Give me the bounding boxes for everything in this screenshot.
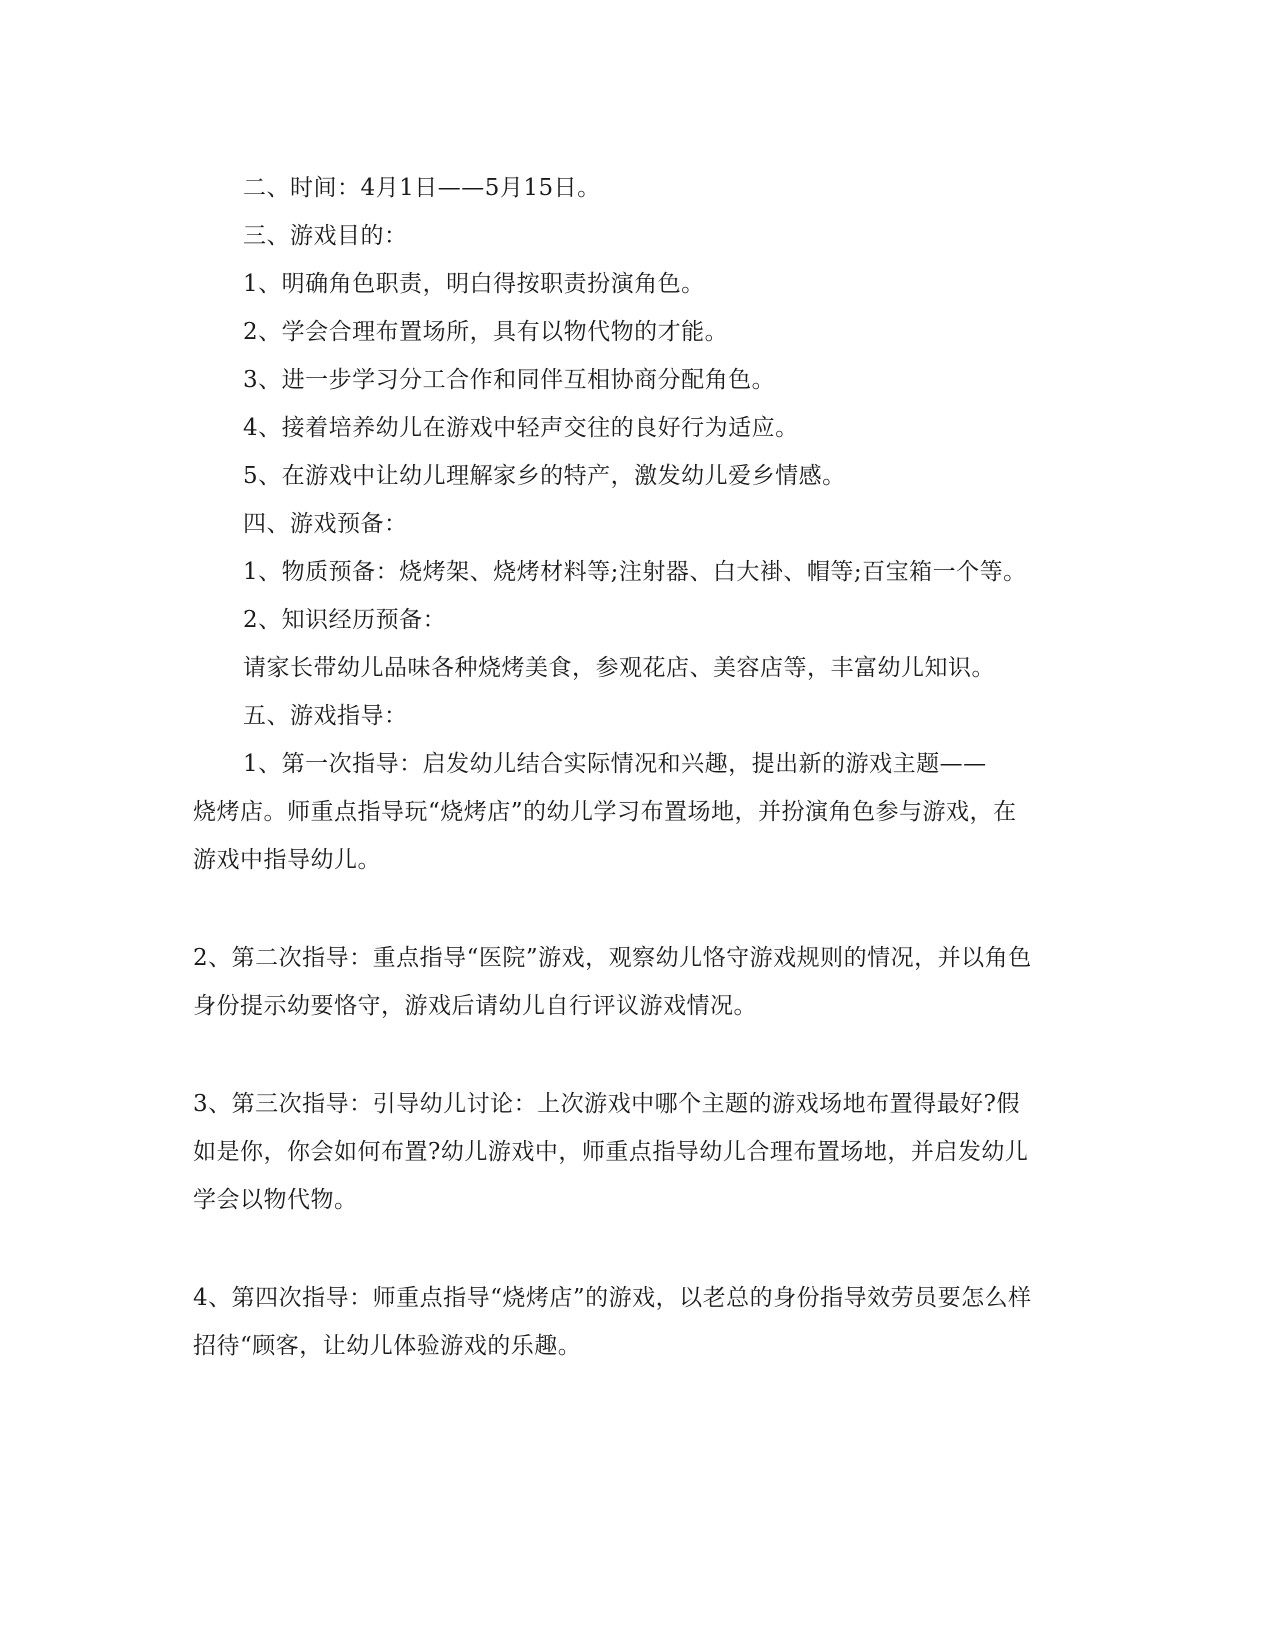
- guidance-3-line-1: 3、第三次指导：引导幼儿讨论：上次游戏中哪个主题的游戏场地布置得最好?假: [193, 1091, 1020, 1117]
- section-preparation-heading: 四、游戏预备：: [243, 511, 408, 537]
- section-goals-heading: 三、游戏目的：: [243, 223, 408, 249]
- guidance-2-line-1: 2、第二次指导：重点指导“医院”游戏，观察幼儿恪守游戏规则的情况，并以角色: [193, 945, 1032, 971]
- guidance-1-line-2: 烧烤店。师重点指导玩“烧烤店”的幼儿学习布置场地，并扮演角色参与游戏，在: [193, 799, 1017, 825]
- guidance-1-line-3: 游戏中指导幼儿。: [193, 847, 381, 873]
- goal-item-2: 2、学会合理布置场所，具有以物代物的才能。: [243, 319, 729, 345]
- section-guidance-heading: 五、游戏指导：: [243, 703, 408, 729]
- guidance-paragraph-4: [193, 1274, 1093, 1370]
- preparation-item-2: 2、知识经历预备：: [243, 607, 447, 633]
- guidance-2-line-2: 身份提示幼要恪守，游戏后请幼儿自行评议游戏情况。: [193, 993, 757, 1019]
- goal-item-3: 3、进一步学习分工合作和同伴互相协商分配角色。: [243, 367, 776, 393]
- guidance-1-line-1: 1、第一次指导：启发幼儿结合实际情况和兴趣，提出新的游戏主题——: [243, 751, 987, 777]
- guidance-3-line-2: 如是你，你会如何布置?幼儿游戏中，师重点指导幼儿合理布置场地，并启发幼儿: [193, 1139, 1029, 1165]
- goal-item-4: 4、接着培养幼儿在游戏中轻声交往的良好行为适应。: [243, 415, 799, 441]
- guidance-4-line-1: 4、第四次指导：师重点指导“烧烤店”的游戏，以老总的身份指导效劳员要怎么样: [193, 1285, 1032, 1311]
- goal-item-5: 5、在游戏中让幼儿理解家乡的特产，激发幼儿爱乡情感。: [243, 463, 846, 489]
- section-time: 二、时间：4月1日——5月15日。: [243, 175, 601, 201]
- preparation-item-2-detail: 请家长带幼儿品味各种烧烤美食，参观花店、美容店等，丰富幼儿知识。: [243, 655, 995, 681]
- document-body: [193, 164, 1093, 1370]
- guidance-paragraph-2: [193, 934, 1093, 1030]
- guidance-paragraph-1: [193, 740, 1093, 884]
- goal-item-1: 1、明确角色职责，明白得按职责扮演角色。: [243, 271, 705, 297]
- guidance-paragraph-3: [193, 1080, 1093, 1224]
- guidance-4-line-2: 招待“顾客，让幼儿体验游戏的乐趣。: [193, 1333, 582, 1359]
- preparation-item-1: 1、物质预备：烧烤架、烧烤材料等;注射器、白大褂、帽等;百宝箱一个等。: [243, 559, 1027, 585]
- guidance-3-line-3: 学会以物代物。: [193, 1187, 358, 1213]
